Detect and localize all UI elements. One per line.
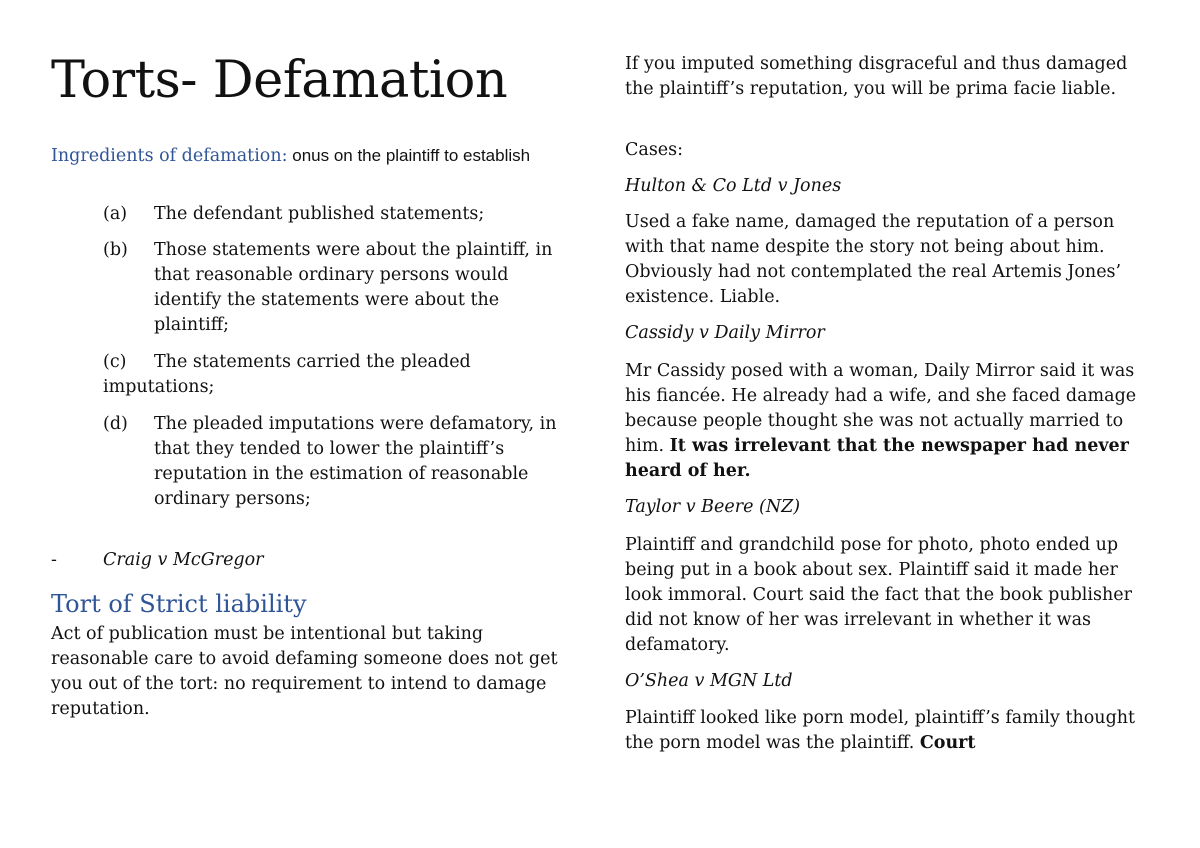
case-emphasis: It was irrelevant that the newspaper had never heard of her. bbox=[625, 436, 1129, 481]
dash-marker: - bbox=[51, 550, 57, 570]
ingredients-heading: Ingredients of defamation: bbox=[51, 146, 288, 166]
case-description: Plaintiff and grandchild pose for photo, photo ended up being put in a book about sex. Plaintiff said it made her look immoral. Court said the fact that the book publisher did not know of her was irrelevant in whether it was defamatory. bbox=[625, 535, 1132, 655]
ingredient-text: The defendant published statements; bbox=[154, 204, 485, 224]
section-heading: Tort of Strict liability bbox=[51, 590, 307, 618]
case-description: Plaintiff looked like porn model, plaintiff’s family thought the porn model was the plaintiff. bbox=[625, 708, 1136, 753]
case-text bbox=[625, 533, 1150, 658]
cases-label: Cases: bbox=[625, 140, 684, 160]
ingredient-text: The statements carried the pleaded imputations; bbox=[103, 352, 471, 397]
ingredient-label: (b) bbox=[103, 240, 128, 260]
ingredient-label: (a) bbox=[103, 204, 128, 224]
strict-body: Act of publication must be intentional but taking reasonable care to avoid defaming someone does not get you out of the tort: no requirement to intend to damage reputation. bbox=[51, 624, 558, 719]
case-emphasis: Court bbox=[919, 733, 976, 753]
case-bullet bbox=[51, 548, 451, 573]
ingredient-label: (c) bbox=[103, 352, 127, 372]
case-text bbox=[625, 210, 1145, 310]
ingredients-note: onus on the plaintiff to establish bbox=[287, 146, 531, 165]
case-name: O’Shea v MGN Ltd bbox=[625, 671, 793, 691]
ingredient-item-a bbox=[103, 202, 573, 227]
ingredient-item-b bbox=[103, 238, 573, 338]
intro-paragraph: If you imputed something disgraceful and thus damaged the plaintiff’s reputation, you will be prima facie liable. bbox=[625, 54, 1128, 99]
case-text bbox=[625, 706, 1150, 756]
case-name: Cassidy v Daily Mirror bbox=[625, 323, 825, 343]
case-description: Used a fake name, damaged the reputation of a person with that name despite the story not being about him. Obviously had not contemplated the real Artemis Jones’ existence. Liable. bbox=[625, 212, 1122, 307]
ingredients-intro bbox=[51, 145, 551, 167]
case-description: Mr Cassidy posed with a woman, Daily Mirror said it was his fiancée. He already had a wife, and she faced damage because people thought she was not actually married to him. bbox=[625, 361, 1137, 456]
case-name: Craig v McGregor bbox=[103, 550, 264, 570]
ingredient-text: Those statements were about the plaintiff, in that reasonable ordinary persons would identify the statements were about the plaintiff; bbox=[154, 240, 553, 335]
case-name: Taylor v Beere (NZ) bbox=[625, 497, 801, 517]
ingredient-item-c bbox=[103, 350, 533, 400]
page-title: Torts- Defamation bbox=[51, 51, 508, 110]
ingredient-text: The pleaded imputations were defamatory, in that they tended to lower the plaintiff’s reputation in the estimation of reasonable ordinary persons; bbox=[154, 414, 557, 509]
case-name: Hulton & Co Ltd v Jones bbox=[625, 176, 842, 196]
ingredient-item-d bbox=[103, 412, 573, 512]
case-text bbox=[625, 359, 1150, 484]
ingredient-label: (d) bbox=[103, 414, 128, 434]
